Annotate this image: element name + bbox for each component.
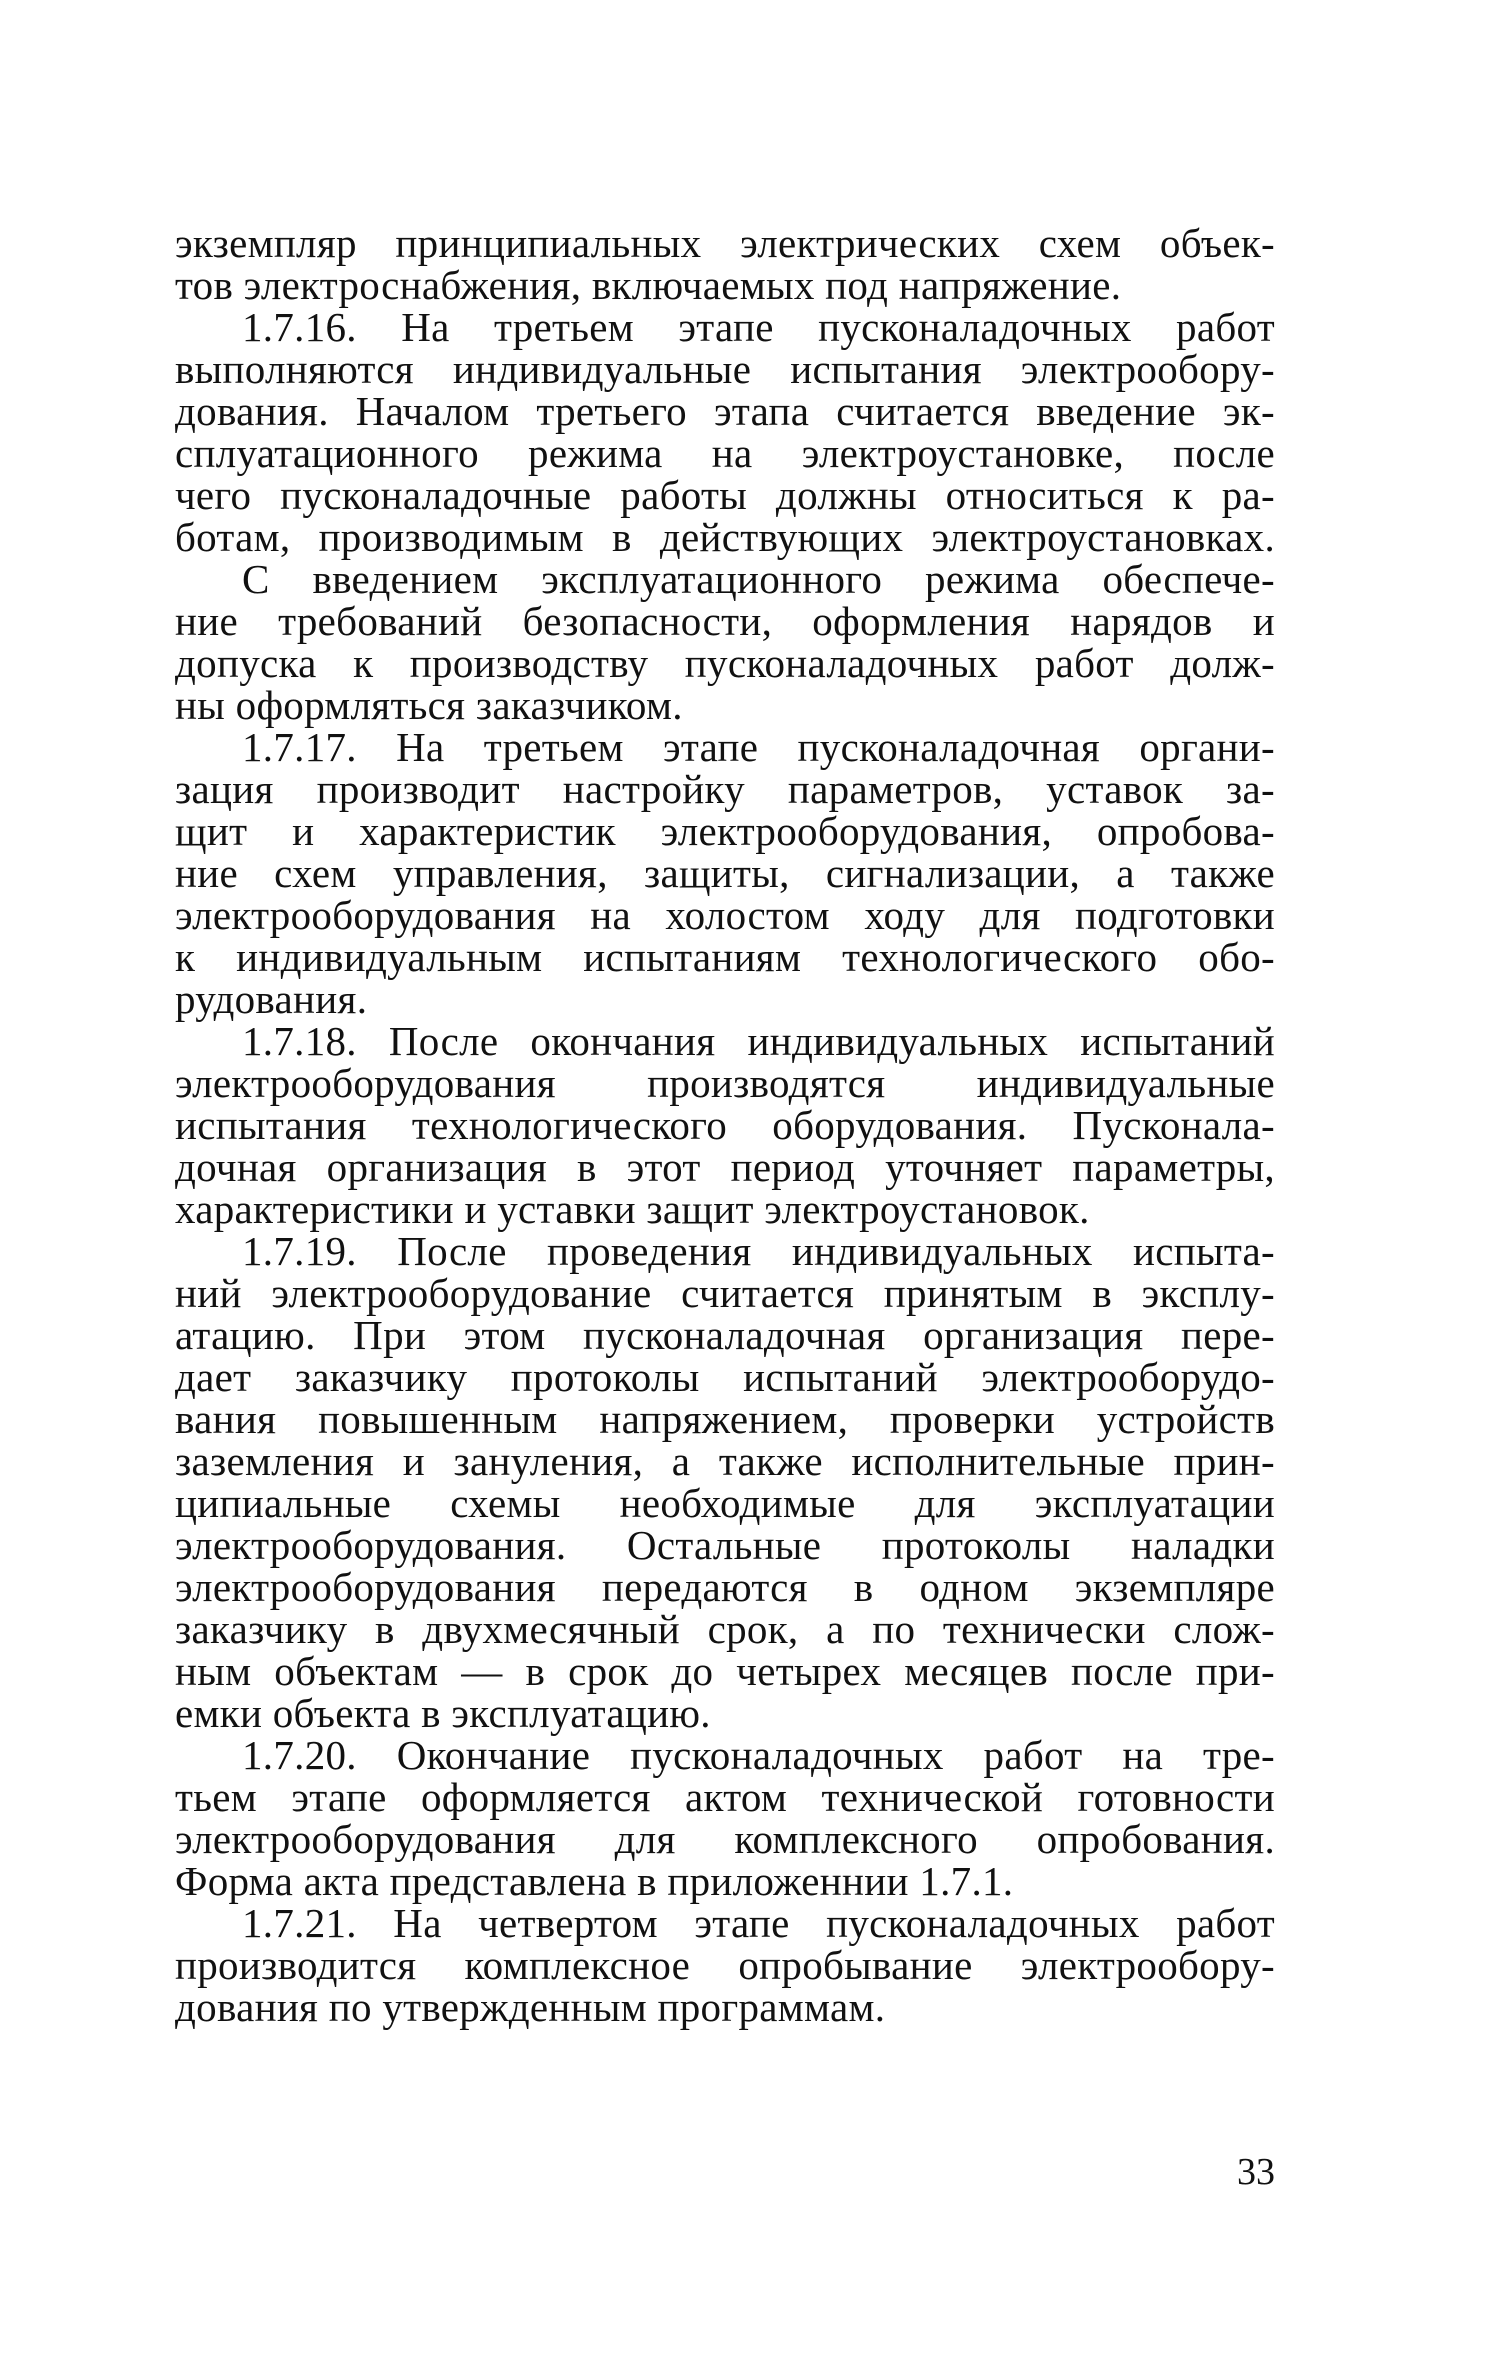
text-line: к индивидуальным испытаниям технологического обо- xyxy=(175,934,1275,980)
section-1-7-21-start: 1.7.21. На четвертом этапе пусконаладочных работ xyxy=(242,1900,1275,1946)
text-line: вания повышенным напряжением, проверки устройств xyxy=(175,1396,1275,1442)
text-line: щит и характеристик электрооборудования, опробова- xyxy=(175,808,1275,854)
text-line: заказчику в двухмесячный срок, а по технически слож- xyxy=(175,1606,1275,1652)
text-line: тьем этапе оформляется актом технической готовности xyxy=(175,1774,1275,1820)
text-line: дования по утвержденным программам. xyxy=(175,1984,886,2030)
text-line: Форма акта представлена в приложеннии 1.7.1. xyxy=(175,1858,1014,1904)
text-line: рудования. xyxy=(175,976,368,1022)
text-line: допуска к производству пусконаладочных работ долж- xyxy=(175,640,1275,686)
text-line: дочная организация в этот период уточняет параметры, xyxy=(175,1144,1275,1190)
text-line: емки объекта в эксплуатацию. xyxy=(175,1690,711,1736)
page-number: 33 xyxy=(1237,2151,1275,2193)
text-line: чего пусконаладочные работы должны относиться к ра- xyxy=(175,472,1275,518)
text-line: ние требований безопасности, оформления нарядов и xyxy=(175,598,1275,644)
text-line: электрооборудования передаются в одном экземпляре xyxy=(175,1564,1275,1610)
text-line: ний электрооборудование считается принятым в эксплу- xyxy=(175,1270,1275,1316)
text-line: характеристики и уставки защит электроустановок. xyxy=(175,1186,1090,1232)
text-line: зация производит настройку параметров, уставок за- xyxy=(175,766,1275,812)
section-1-7-19-start: 1.7.19. После проведения индивидуальных испыта- xyxy=(242,1228,1275,1274)
text-line: электрооборудования на холостом ходу для подготовки xyxy=(175,892,1275,938)
section-1-7-16-start: 1.7.16. На третьем этапе пусконаладочных работ xyxy=(242,304,1275,350)
text-line: атацию. При этом пусконаладочная организация пере- xyxy=(175,1312,1275,1358)
text-line: тов электроснабжения, включаемых под напряжение. xyxy=(175,262,1122,308)
section-1-7-20-start: 1.7.20. Окончание пусконаладочных работ на тре- xyxy=(242,1732,1275,1778)
text-line: сплуатационного режима на электроустановке, после xyxy=(175,430,1275,476)
text-line: испытания технологического оборудования. Пусконала- xyxy=(175,1102,1275,1148)
text-line: дования. Началом третьего этапа считается введение эк- xyxy=(175,388,1275,434)
text-line: ципиальные схемы необходимые для эксплуатации xyxy=(175,1480,1275,1526)
text-line: ным объектам — в срок до четырех месяцев после при- xyxy=(175,1648,1275,1694)
paragraph-start: С введением эксплуатационного режима обеспече- xyxy=(242,556,1275,602)
text-line: экземпляр принципиальных электрических схем объек- xyxy=(175,220,1275,266)
text-line: заземления и зануления, а также исполнительные прин- xyxy=(175,1438,1275,1484)
section-1-7-17-start: 1.7.17. На третьем этапе пусконаладочная органи- xyxy=(242,724,1275,770)
text-line: электрооборудования для комплексного опробования. xyxy=(175,1816,1275,1862)
document-body xyxy=(175,222,1275,2028)
text-line: ние схем управления, защиты, сигнализации, а также xyxy=(175,850,1275,896)
text-line: электрооборудования. Остальные протоколы наладки xyxy=(175,1522,1275,1568)
text-line: выполняются индивидуальные испытания электрообору- xyxy=(175,346,1275,392)
text-line: электрооборудования производятся индивидуальные xyxy=(175,1060,1275,1106)
text-line: производится комплексное опробывание электрообору- xyxy=(175,1942,1275,1988)
text-line: дает заказчику протоколы испытаний электрооборудо- xyxy=(175,1354,1275,1400)
text-line: ботам, производимым в действующих электроустановках. xyxy=(175,514,1275,560)
section-1-7-18-start: 1.7.18. После окончания индивидуальных испытаний xyxy=(242,1018,1275,1064)
text-line: ны оформляться заказчиком. xyxy=(175,682,683,728)
